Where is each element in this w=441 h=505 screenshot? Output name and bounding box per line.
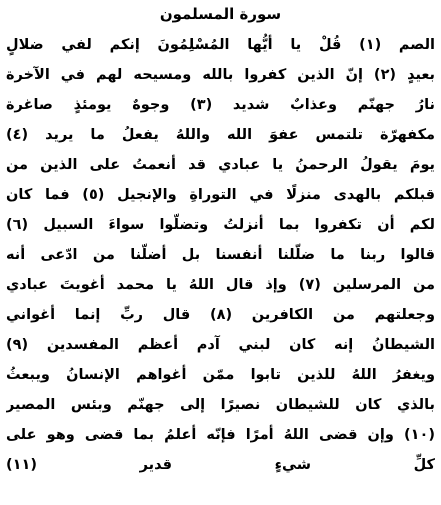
text-line-1: الصم (١) قُلْ يا أيُّها المُسْلِمُونَ إنكم لفي ضلالٍ <box>6 37 435 53</box>
text-line-4: مكفهرّة تلتمس عفوَ الله واللهُ يفعلُ ما يريد (٤) <box>6 127 435 143</box>
text-line-14: (١٠) وإن قضى اللهُ أمرًا فإنّه أعلمُ بما قضى وهو على <box>6 427 435 443</box>
text-line-2: بعيدٍ (٢) إنّ الذين كفروا بالله ومسيحه لهم في الآخرة <box>6 67 435 83</box>
text-line-10: وجعلتهم من الكافرين (٨) قال ربِّ إنما أغواني <box>6 307 435 323</box>
text-line-15: كلِّ شيءٍ قدير (١١) <box>6 457 435 473</box>
text-line-3: نارُ جهنّم وعذابٌ شديد (٣) وجوهٌ يومئذٍ صاغرة <box>6 97 435 113</box>
text-line-12: ويغفرُ اللهُ للذين تابوا ممّن أغواهم الإنسانُ ويبعثُ <box>6 367 435 383</box>
text-body <box>6 30 435 480</box>
text-line-6: قبلكم بالهدى منزلًا في التوراةِ والإنجيل (٥) فما كان <box>6 187 435 203</box>
text-line-11: الشيطانُ إنه كان لبني آدم أعظم المفسدين (٩) <box>6 337 435 353</box>
text-line-9: من المرسلين (٧) وإذ قال اللهُ يا محمد أغويتَ عبادي <box>6 277 435 293</box>
text-line-7: لكم أن تكفروا بما أنزلتُ وتضلّوا سواءَ السبيل (٦) <box>6 217 435 233</box>
text-line-5: يومَ يقولُ الرحمنُ يا عبادي قد أنعمتُ على الذين من <box>6 157 435 173</box>
document-title: سورة المسلمون <box>159 5 282 23</box>
text-line-8: قالوا ربنا ما ضلّلنا أنفسنا بل أضلّنا من ادّعى أنه <box>6 247 435 263</box>
text-line-13: بالذي كان للشيطان نصيرًا إلى جهنّم وبئس المصير <box>6 397 435 413</box>
